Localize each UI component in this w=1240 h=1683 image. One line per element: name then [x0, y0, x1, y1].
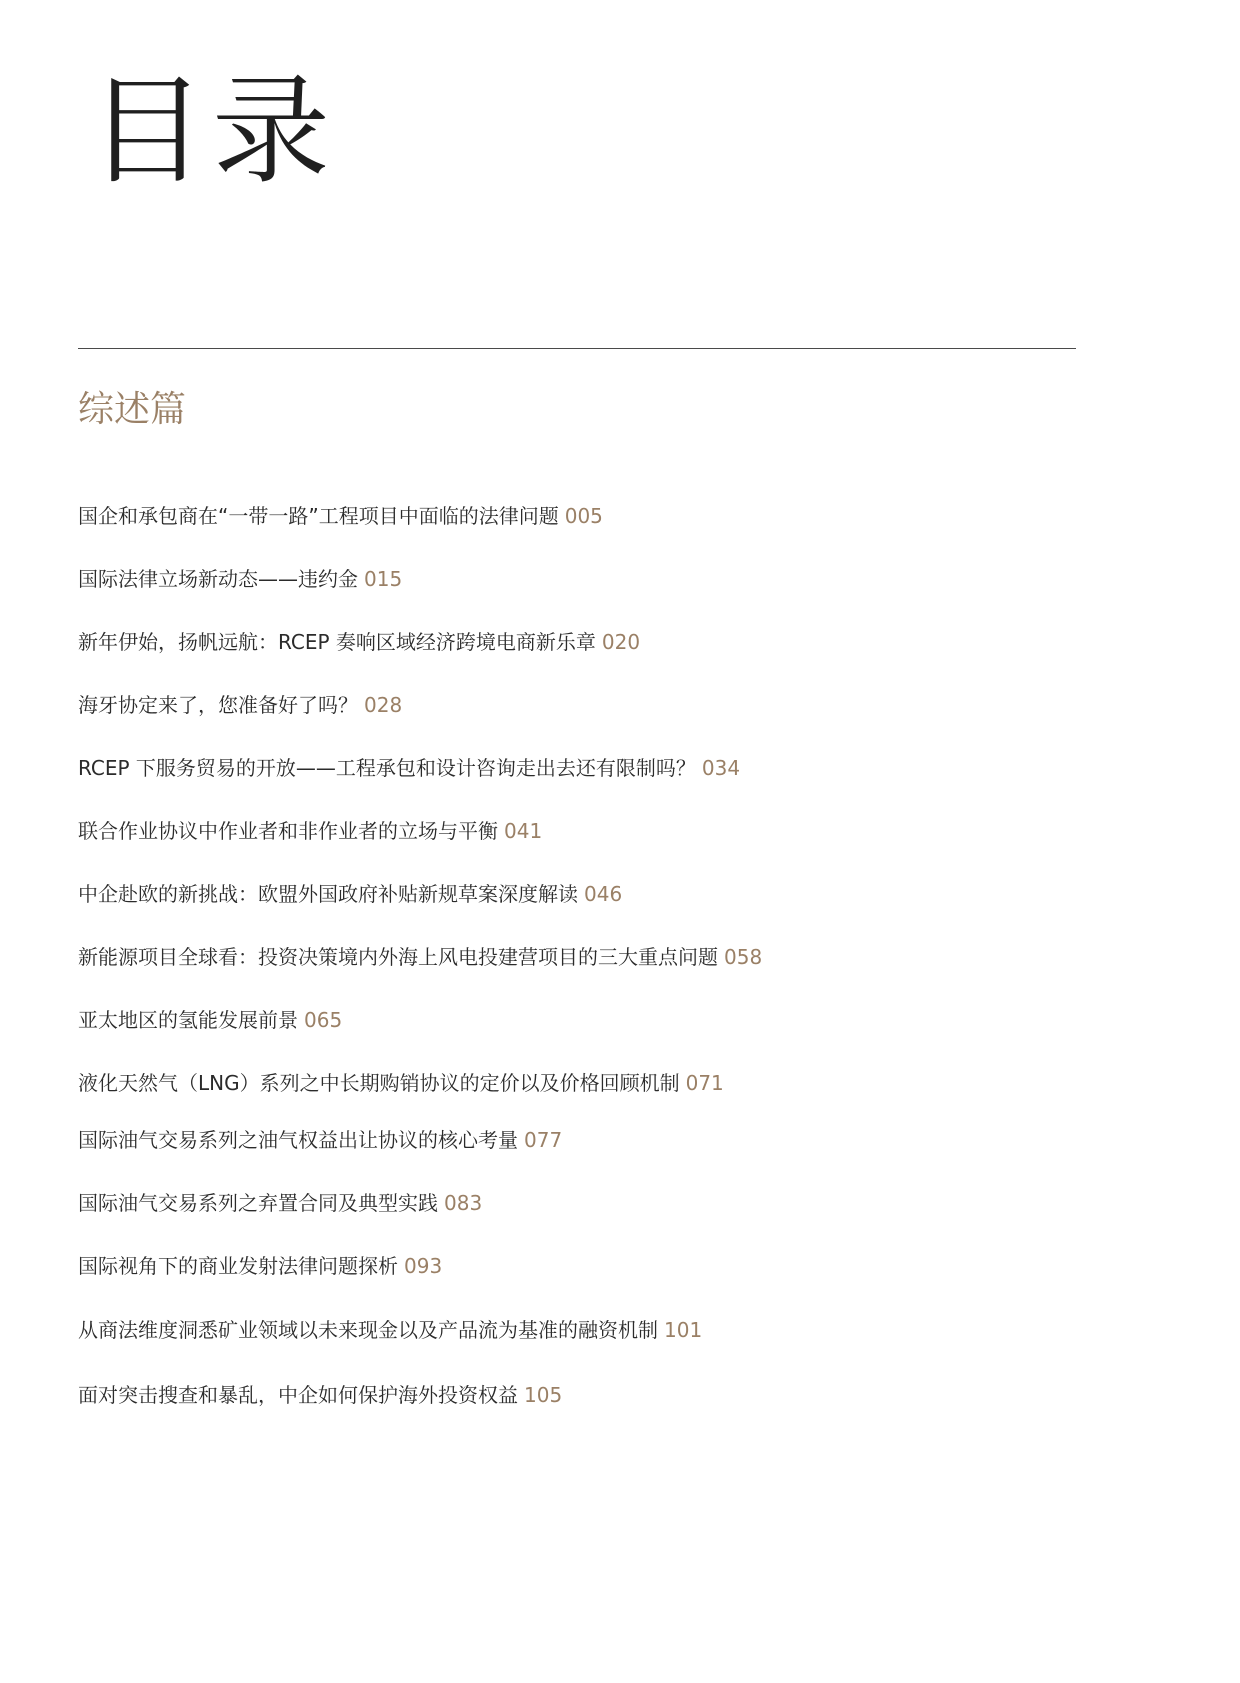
toc-item-page: 065: [304, 1008, 343, 1032]
toc-item-page: 015: [364, 567, 403, 591]
toc-item-page: 083: [444, 1191, 483, 1215]
toc-item[interactable]: [78, 628, 640, 656]
toc-item-page: 058: [724, 945, 763, 969]
toc-item-title: RCEP 下服务贸易的开放——工程承包和设计咨询走出去还有限制吗？: [78, 756, 696, 780]
toc-item[interactable]: [78, 880, 622, 908]
toc-item[interactable]: [78, 502, 603, 530]
toc-item-title: 国际油气交易系列之油气权益出让协议的核心考量: [78, 1128, 518, 1152]
toc-item[interactable]: [78, 1126, 562, 1154]
toc-item-page: 105: [524, 1383, 563, 1407]
toc-item-title: 国际油气交易系列之弃置合同及典型实践: [78, 1191, 438, 1215]
title-divider: [78, 348, 1076, 349]
toc-item-title: 海牙协定来了，您准备好了吗？: [78, 693, 358, 717]
toc-item[interactable]: [78, 754, 740, 782]
toc-item-page: 077: [524, 1128, 563, 1152]
toc-item-page: 093: [404, 1254, 443, 1278]
toc-item[interactable]: [78, 1006, 342, 1034]
page-title: 目录: [88, 62, 337, 200]
toc-item-title: 新能源项目全球看：投资决策境内外海上风电投建营项目的三大重点问题: [78, 945, 718, 969]
toc-item-page: 071: [685, 1071, 724, 1095]
toc-item[interactable]: [78, 691, 402, 719]
toc-item[interactable]: [78, 1252, 442, 1280]
toc-item-title: 亚太地区的氢能发展前景: [78, 1008, 298, 1032]
toc-item[interactable]: [78, 817, 542, 845]
toc-item[interactable]: [78, 1069, 724, 1097]
toc-item[interactable]: [78, 1189, 482, 1217]
toc-item-title: 国企和承包商在“一带一路”工程项目中面临的法律问题: [78, 504, 559, 528]
toc-item[interactable]: [78, 565, 402, 593]
toc-item-title: 面对突击搜查和暴乱，中企如何保护海外投资权益: [78, 1383, 518, 1407]
toc-item-page: 005: [564, 504, 603, 528]
toc-item-page: 046: [584, 882, 623, 906]
toc-item-title: 国际视角下的商业发射法律问题探析: [78, 1254, 398, 1278]
toc-item-page: 101: [664, 1318, 703, 1342]
section-title: 综述篇: [78, 389, 187, 430]
toc-item-title: 中企赴欧的新挑战：欧盟外国政府补贴新规草案深度解读: [78, 882, 578, 906]
toc-item[interactable]: [78, 1381, 562, 1409]
toc-item-title: 国际法律立场新动态——违约金: [78, 567, 358, 591]
toc-item-page: 034: [701, 756, 741, 780]
toc-item-page: 028: [364, 693, 403, 717]
toc-item[interactable]: [78, 1316, 702, 1344]
toc-item-page: 020: [601, 630, 641, 654]
toc-item[interactable]: [78, 943, 762, 971]
toc-item-page: 041: [504, 819, 543, 843]
toc-item-title: 联合作业协议中作业者和非作业者的立场与平衡: [78, 819, 498, 843]
toc-item-title: 液化天然气（LNG）系列之中长期购销协议的定价以及价格回顾机制: [78, 1071, 680, 1095]
toc-item-title: 从商法维度洞悉矿业领域以未来现金以及产品流为基准的融资机制: [78, 1318, 658, 1342]
toc-item-title: 新年伊始，扬帆远航：RCEP 奏响区域经济跨境电商新乐章: [78, 630, 596, 654]
